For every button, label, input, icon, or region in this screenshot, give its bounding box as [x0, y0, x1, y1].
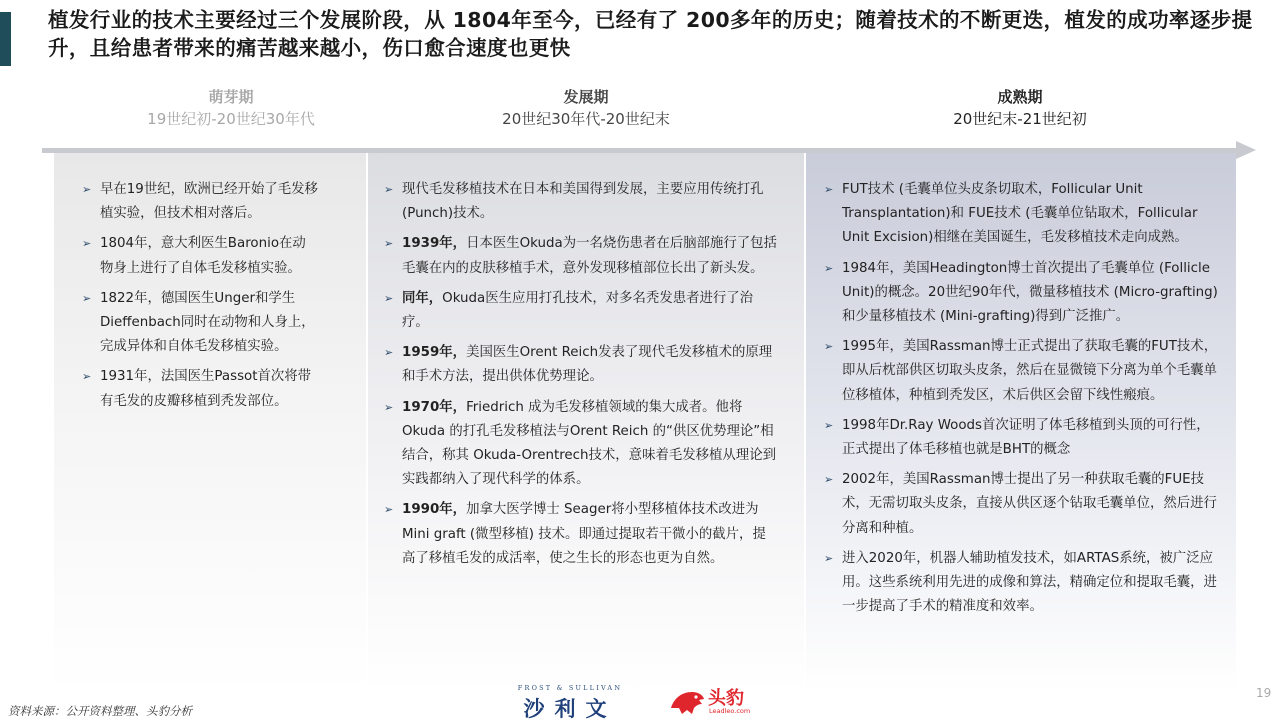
- source-note: 资料来源：公开资料整理、头豹分析: [8, 704, 192, 718]
- timeline-bullet-item: [384, 341, 779, 389]
- timeline-bullet-item: [384, 287, 779, 335]
- bullet-arrow-icon: ➢: [824, 183, 834, 196]
- bullet-body-text: Okuda医生应用打孔技术，对多名秃发患者进行了治疗。: [402, 290, 754, 331]
- bullet-body-text: 美国医生Orent Reich发表了现代毛发移植术的原理和手术方法，提出供体优势理论。: [402, 345, 773, 385]
- phase-header-mature: [855, 86, 1185, 130]
- leopard-icon: [668, 686, 706, 716]
- timeline-bullet-item: [824, 414, 1220, 462]
- bullet-lead-text: 1970年，: [402, 399, 467, 415]
- phase-range: 19世纪初-20世纪30年代: [147, 110, 315, 128]
- frost-sullivan-wordmark: FROST & SULLIVAN: [517, 684, 623, 692]
- timeline-bullet-item: [824, 547, 1220, 620]
- phase-name: 萌芽期: [208, 88, 254, 106]
- bullet-body-text: 1984年，美国Headington博士首次提出了毛囊单位 (Follicle Unit)的概念。20世纪90年代，微量移植技术 (Micro-grafting)和少量移植技术 (Mini-grafting)得到广泛推广。: [842, 260, 1218, 325]
- title-accent-bar: [0, 12, 11, 66]
- bullet-body-text: 1822年，德国医生Unger和学生 Dieffenbach同时在动物和人身上，完成异体和自体毛发移植实验。: [100, 290, 315, 355]
- bullet-arrow-icon: ➢: [824, 418, 834, 432]
- bullet-body-text: 进入2020年，机器人辅助植发技术，如ARTAS系统，被广泛应用。这些系统利用先进的成像和算法，精确定位和提取毛囊，进一步提高了手术的精准度和效率。: [842, 550, 1217, 615]
- bullet-arrow-icon: ➢: [824, 473, 834, 487]
- bullet-lead-text: 1990年，: [402, 502, 467, 518]
- bullet-arrow-icon: ➢: [384, 346, 394, 360]
- bullet-body-text: Friedrich 成为毛发移植领域的集大成者。他将 Okuda 的打孔毛发移植法与Orent Reich 的“供区优势理论”相结合，称其 Okuda-Orentrech技术，意味着毛发移植从理论到实践都纳入了现代科学的体系。: [402, 399, 776, 488]
- bullet-body-text: 2002年，美国Rassman博士提出了另一种获取毛囊的FUE技术，无需切取头皮条，直接从供区逐个钻取毛囊单位，然后进行分离和种植。: [842, 472, 1217, 536]
- bullet-body-text: 现代毛发移植技术在日本和美国得到发展，主要应用传统打孔 (Punch)技术。: [402, 182, 764, 222]
- bullet-arrow-icon: ➢: [824, 340, 834, 354]
- timeline-bullet-item: [82, 232, 318, 280]
- phase-name: 发展期: [563, 88, 609, 106]
- bullet-arrow-icon: ➢: [82, 183, 92, 196]
- phase-range: 20世纪末-21世纪初: [953, 110, 1087, 128]
- timeline-bullet-item: [384, 498, 779, 571]
- page-headline: 植发行业的技术主要经过三个发展阶段，从 1804年至今，已经有了 200多年的历史；随着技术的不断更迭，植发的成功率逐步提升，且给患者带来的痛苦越来越小，伤口愈合速度也更快: [48, 8, 1253, 60]
- timeline-bullet-item: [384, 178, 779, 226]
- bullet-lead-text: 同年，: [402, 290, 443, 306]
- bullet-body-text: 加拿大医学博士 Seager将小型移植体技术改进为 Mini graft (微型移植) 技术。即通过提取若干微小的截片，提高了移植毛发的成活率，使之生长的形态也更为自然。: [402, 502, 766, 566]
- timeline-bullet-item: [824, 335, 1220, 408]
- phase-header-development: [421, 86, 751, 130]
- leadleo-logo: [668, 684, 750, 716]
- bullet-arrow-icon: ➢: [824, 261, 834, 275]
- timeline-bullet-item: [824, 468, 1220, 541]
- phase-column-budding: [82, 178, 318, 420]
- frost-sullivan-logo: [508, 684, 632, 720]
- phase-column-development: [384, 178, 779, 577]
- timeline-bullet-item: [824, 178, 1220, 251]
- leadleo-name: 头豹: [708, 688, 744, 709]
- bullet-lead-text: 1939年，: [402, 236, 467, 252]
- timeline-bullet-item: [82, 287, 318, 360]
- bullet-arrow-icon: ➢: [384, 237, 394, 251]
- bullet-arrow-icon: ➢: [82, 370, 92, 384]
- timeline-bullet-item: [824, 257, 1220, 330]
- bullet-body-text: 早在19世纪，欧洲已经开始了毛发移植实验，但技术相对落后。: [100, 182, 318, 222]
- bullet-body-text: 1804年，意大利医生Baronio在动物身上进行了自体毛发移植实验。: [100, 236, 306, 276]
- bullet-body-text: 日本医生Okuda为一名烧伤患者在后脑部施行了包括毛囊在内的皮肤移植手术，意外发现移植部位长出了新头发。: [402, 236, 777, 276]
- bullet-body-text: 1998年Dr.Ray Woods首次证明了体毛移植到头顶的可行性，正式提出了体毛移植也就是BHT的概念: [842, 417, 1210, 458]
- phase-column-mature: [824, 178, 1220, 625]
- bullet-arrow-icon: ➢: [384, 183, 394, 196]
- timeline-bullet-item: [384, 232, 779, 280]
- phase-range: 20世纪30年代-20世纪末: [502, 110, 670, 128]
- bullet-arrow-icon: ➢: [82, 237, 92, 251]
- bullet-lead-text: 1959年，: [402, 345, 467, 361]
- phase-header-budding: [66, 86, 396, 130]
- leadleo-url: Leadleo.com: [709, 707, 751, 715]
- timeline-bullet-item: [384, 396, 779, 493]
- bullet-body-text: 1995年，美国Rassman博士正式提出了获取毛囊的FUT技术，即从后枕部供区切取头皮条，然后在显微镜下分离为单个毛囊单位移植体，种植到秃发区，术后供区会留下线性瘢痕。: [842, 339, 1218, 403]
- timeline-bullet-item: [82, 178, 318, 226]
- bullet-arrow-icon: ➢: [82, 291, 92, 305]
- frost-sullivan-chinese-name: 沙利文: [523, 697, 617, 720]
- bullet-arrow-icon: ➢: [384, 503, 394, 517]
- phase-name: 成熟期: [997, 88, 1043, 106]
- bullet-arrow-icon: ➢: [824, 551, 834, 565]
- bullet-body-text: 1931年，法国医生Passot首次将带有毛发的皮瓣移植到秃发部位。: [100, 369, 312, 409]
- timeline-bullet-item: [82, 365, 318, 413]
- bullet-body-text: FUT技术 (毛囊单位头皮条切取术，Follicular Unit Transplantation)和 FUE技术 (毛囊单位钻取术，Follicular Unit Excision)相继在美国诞生，毛发移植技术走向成熟。: [842, 182, 1198, 246]
- timeline-arrowhead-icon: [1236, 141, 1256, 159]
- bullet-arrow-icon: ➢: [384, 291, 394, 305]
- page-number: 19: [1256, 686, 1272, 700]
- bullet-arrow-icon: ➢: [384, 400, 394, 414]
